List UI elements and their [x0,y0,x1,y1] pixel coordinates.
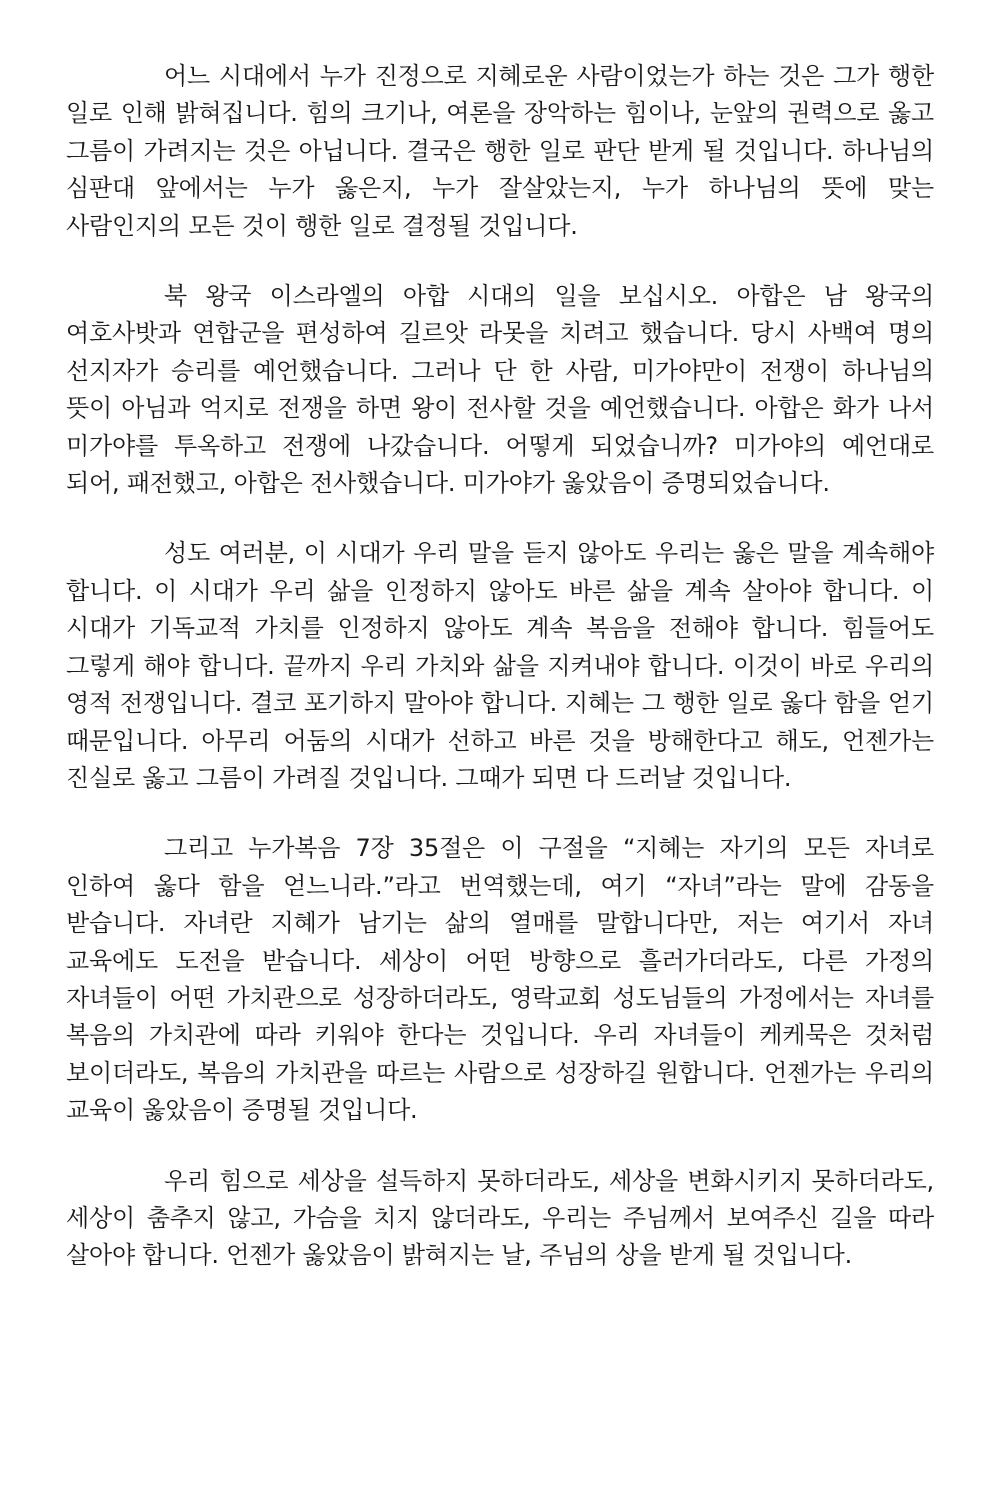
paragraph-3: 성도 여러분, 이 시대가 우리 말을 듣지 않아도 우리는 옳은 말을 계속해야 합니다. 이 시대가 우리 삶을 인정하지 않아도 바른 삶을 계속 살아야 합니다. 이 시대가 기독교적 가치를 인정하지 않아도 계속 복음을 전해야 합니다. 힘들어도 그렇게 해야 합니다. 끝까지 우리 가치와 삶을 지켜내야 합니다. 이것이 바로 우리의 영적 전쟁입니다. 결코 포기하지 말아야 합니다. 지혜는 그 행한 일로 옳다 함을 얻기 때문입니다. 아무리 어둠의 시대가 선하고 바른 것을 방해한다고 해도, 언젠가는 진실로 옳고 그름이 가려질 것입니다. 그때가 되면 다 드러날 것입니다. [66,539,934,792]
paragraph-2: 북 왕국 이스라엘의 아합 시대의 일을 보십시오. 아합은 남 왕국의 여호사밧과 연합군을 편성하여 길르앗 라못을 치려고 했습니다. 당시 사백여 명의 선지자가 승리를 예언했습니다. 그러나 단 한 사람, 미가야만이 전쟁이 하나님의 뜻이 아님과 억지로 전쟁을 하면 왕이 전사할 것을 예언했습니다. 아합은 화가 나서 미가야를 투옥하고 전쟁에 나갔습니다. 어떻게 되었습니까? 미가야의 예언대로 되어, 패전했고, 아합은 전사했습니다. 미가야가 옳았음이 증명되었습니다. [66,282,934,498]
paragraph-4: 그리고 누가복음 7장 35절은 이 구절을 “지혜는 자기의 모든 자녀로 인하여 옳다 함을 얻느니라.”라고 번역했는데, 여기 “자녀”라는 말에 감동을 받습니다. 자녀란 지혜가 남기는 삶의 열매를 말합니다만, 저는 여기서 자녀 교육에도 도전을 받습니다. 세상이 어떤 방향으로 흘러가더라도, 다른 가정의 자녀들이 어떤 가치관으로 성장하더라도, 영락교회 성도님들의 가정에서는 자녀를 복음의 가치관에 따라 키워야 한다는 것입니다. 우리 자녀들이 케케묵은 것처럼 보이더라도, 복음의 가치관을 따르는 사람으로 성장하길 원합니다. 언젠가는 우리의 교육이 옳았음이 증명될 것입니다. [66,834,934,1125]
paragraph-5: 우리 힘으로 세상을 설득하지 못하더라도, 세상을 변화시키지 못하더라도, 세상이 춤추지 않고, 가슴을 치지 않더라도, 우리는 주님께서 보여주신 길을 따라 살아야 합니다. 언젠가 옳았음이 밝혀지는 날, 주님의 상을 받게 될 것입니다. [66,1166,934,1270]
paragraph-1: 어느 시대에서 누가 진정으로 지혜로운 사람이었는가 하는 것은 그가 행한 일로 인해 밝혀집니다. 힘의 크기나, 여론을 장악하는 힘이나, 눈앞의 권력으로 옳고 그름이 가려지는 것은 아닙니다. 결국은 행한 일로 판단 받게 될 것입니다. 하나님의 심판대 앞에서는 누가 옳은지, 누가 잘살았는지, 누가 하나님의 뜻에 맞는 사람인지의 모든 것이 행한 일로 결정될 것입니다. [66,62,934,240]
